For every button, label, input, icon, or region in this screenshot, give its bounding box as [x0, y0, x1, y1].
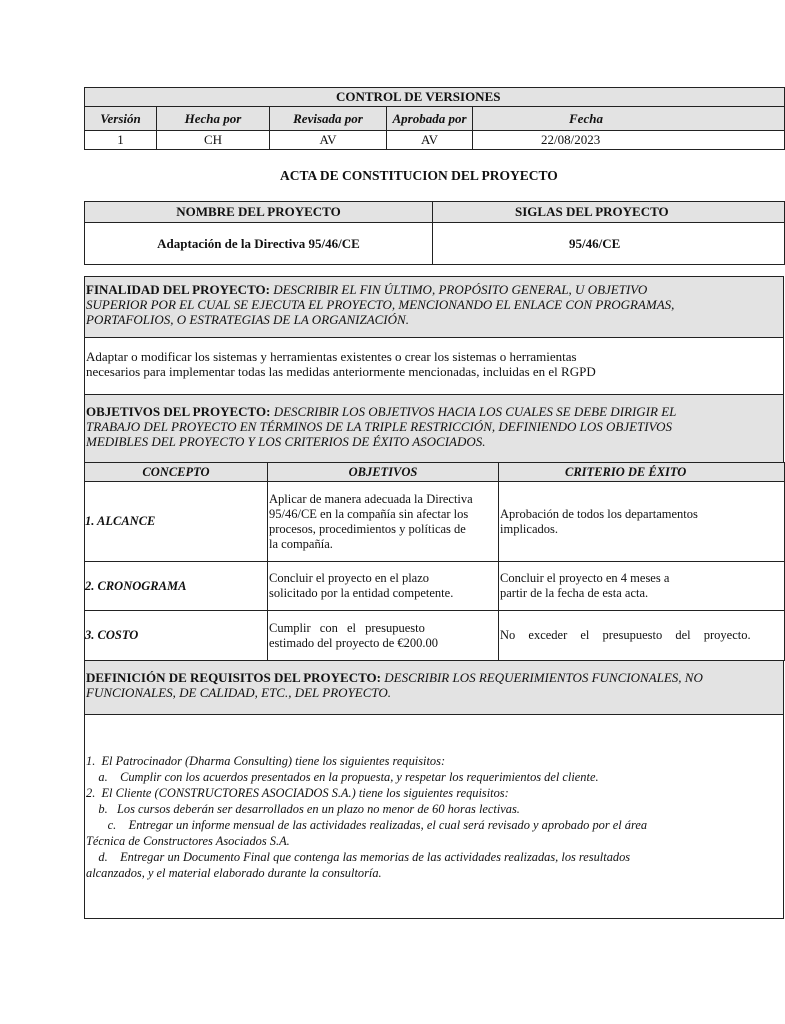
objective-line: Cumplir con el presupuesto [269, 620, 425, 635]
purpose-desc-line: PORTAFOLIOS, O ESTRATEGIAS DE LA ORGANIZACIÓN. [86, 312, 409, 327]
project-name-header: NOMBRE DEL PROYECTO [85, 202, 433, 223]
objective-cell [268, 482, 499, 562]
objectives-desc-line: TRABAJO DEL PROYECTO EN TÉRMINOS DE LA TRIPLE RESTRICCIÓN, DEFINIENDO LOS OBJETIVOS [86, 419, 673, 434]
acta-title: ACTA DE CONSTITUCION DEL PROYECTO [280, 168, 558, 183]
requirement-line: b. Los cursos deberán ser desarrollados en un plazo no menor de 60 horas lectivas. [86, 802, 520, 816]
requirement-line: d. Entregar un Documento Final que contenga las memorias de las actividades realizadas, los resultados [86, 850, 631, 864]
requirements-desc-line: FUNCIONALES, DE CALIDAD, ETC., DEL PROYECTO. [86, 685, 392, 700]
objectives-label: OBJETIVOS DEL PROYECTO: [86, 404, 271, 419]
objective-cell [268, 562, 499, 611]
requirements-header [84, 660, 784, 715]
criterion-line: implicados. [500, 521, 558, 536]
purpose-body-line: necesarios para implementar todas las medidas anteriormente mencionadas, incluidas en el RGPD [86, 364, 596, 379]
purpose-desc-line: DESCRIBIR EL FIN ÚLTIMO, PROPÓSITO GENERAL, U OBJETIVO [273, 282, 648, 297]
header-date: Fecha [473, 107, 785, 131]
objective-line: la compañía. [269, 536, 333, 551]
objectives-table [84, 462, 785, 661]
criterion-cell [499, 562, 785, 611]
project-table [84, 201, 785, 265]
objective-line: Concluir el proyecto en el plazo [269, 571, 430, 585]
purpose-header [84, 276, 784, 338]
criterion-line: Aprobación de todos los departamentos [500, 506, 698, 521]
purpose-body [84, 337, 784, 395]
header-reviewed-by: Revisada por [270, 107, 387, 131]
purpose-desc-line: SUPERIOR POR EL CUAL SE EJECUTA EL PROYECTO, MENCIONANDO EL ENLACE CON PROGRAMAS, [86, 297, 675, 312]
criterion-line: No exceder el presupuesto del proyecto. [500, 628, 751, 642]
concept-cell: 2. CRONOGRAMA [85, 562, 268, 611]
objectives-desc-line: DESCRIBIR LOS OBJETIVOS HACIA LOS CUALES SE DEBE DIRIGIR EL [273, 404, 677, 419]
purpose-label: FINALIDAD DEL PROYECTO: [86, 282, 270, 297]
criterion-cell [499, 611, 785, 661]
objective-line: 95/46/CE en la compañía sin afectar los [269, 506, 469, 521]
version-control-table [84, 87, 785, 150]
requirement-line: a. Cumplir con los acuerdos presentados en la propuesta, y respetar los requerimientos del cliente. [86, 770, 599, 784]
project-acronym-value: 95/46/CE [433, 223, 785, 265]
objectives-col-concept: CONCEPTO [85, 463, 268, 482]
objective-cell [268, 611, 499, 661]
project-acronym-header: SIGLAS DEL PROYECTO [433, 202, 785, 223]
requirement-line: alcanzados, y el material elaborado durante la consultoría. [86, 866, 382, 880]
table-row [85, 562, 785, 611]
criterion-line: partir de la fecha de esta acta. [500, 586, 649, 600]
cell-approved-by: AV [387, 131, 473, 150]
header-approved-by: Aprobada por [387, 107, 473, 131]
objectives-col-objectives: OBJETIVOS [268, 463, 499, 482]
requirements-desc-line: DESCRIBIR LOS REQUERIMIENTOS FUNCIONALES, NO [384, 670, 703, 685]
requirement-line: 2. El Cliente (CONSTRUCTORES ASOCIADOS S.A.) tiene los siguientes requisitos: [86, 786, 509, 800]
requirements-body [84, 714, 784, 919]
objective-line: procesos, procedimientos y políticas de [269, 521, 466, 536]
version-control-title: CONTROL DE VERSIONES [85, 88, 785, 107]
table-row [85, 482, 785, 562]
header-made-by: Hecha por [157, 107, 270, 131]
purpose-body-line: Adaptar o modificar los sistemas y herramientas existentes o crear los sistemas o herramientas [86, 349, 577, 364]
objectives-header [84, 394, 784, 463]
objective-line: solicitado por la entidad competente. [269, 586, 454, 600]
objective-line: Aplicar de manera adecuada la Directiva [269, 491, 473, 506]
requirements-label: DEFINICIÓN DE REQUISITOS DEL PROYECTO: [86, 670, 381, 685]
objectives-col-criterion: CRITERIO DE ÉXITO [499, 463, 785, 482]
concept-cell: 3. COSTO [85, 611, 268, 661]
cell-made-by: CH [157, 131, 270, 150]
cell-version: 1 [85, 131, 157, 150]
header-version: Versión [85, 107, 157, 131]
requirement-line: c. Entregar un informe mensual de las actividades realizadas, el cual será revisado y aprobado por el área [86, 818, 648, 832]
table-row [85, 611, 785, 661]
cell-date: 22/08/2023 [473, 131, 785, 150]
objectives-desc-line: MEDIBLES DEL PROYECTO Y LOS CRITERIOS DE ÉXITO ASOCIADOS. [86, 434, 486, 449]
cell-reviewed-by: AV [270, 131, 387, 150]
requirement-line: 1. El Patrocinador (Dharma Consulting) tiene los siguientes requisitos: [86, 754, 446, 768]
objective-line: estimado del proyecto de €200.00 [269, 635, 439, 650]
requirement-line: Técnica de Constructores Asociados S.A. [86, 834, 290, 848]
criterion-line: Concluir el proyecto en 4 meses a [500, 571, 670, 585]
criterion-cell [499, 482, 785, 562]
concept-cell: 1. ALCANCE [85, 482, 268, 562]
project-name-value: Adaptación de la Directiva 95/46/CE [85, 223, 433, 265]
